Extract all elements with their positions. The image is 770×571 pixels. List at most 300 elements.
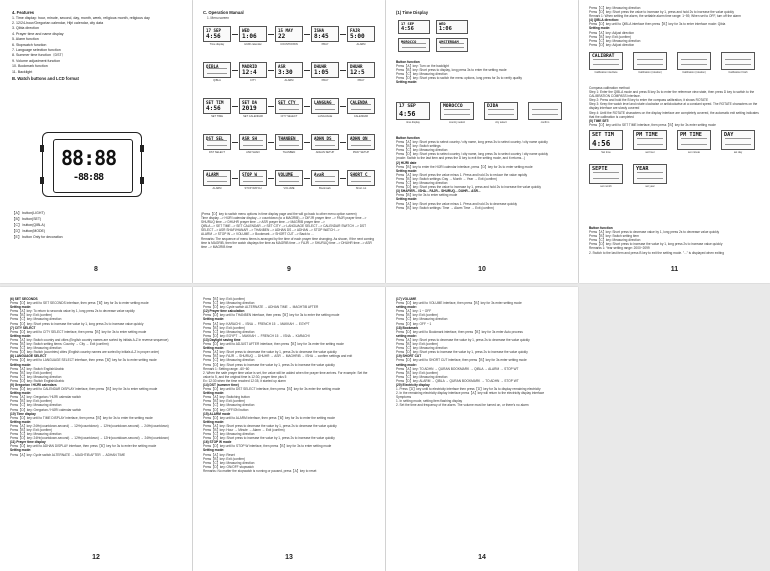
lcd-caption: PRAY SETUP	[352, 151, 370, 154]
instruction-line: Setting mode:	[10, 448, 32, 453]
lcd-top-text: 15 MAY	[278, 28, 294, 33]
instruction-line: Remarks: No matter the stopwatch is running or paused, press【A】key to reset	[203, 468, 317, 473]
instruction-line: Press【A】key: 1 ~ OFF	[396, 309, 432, 314]
instruction-line: Press【B】key: Exit (confirm)	[10, 399, 53, 404]
lcd-top-text: SET DA	[242, 100, 258, 105]
instruction-line: Press【D】key: Short press to increase the value by 1, press 2s to increase the value quickly	[203, 436, 335, 441]
lcd-indicator-bar	[279, 140, 299, 146]
menu-note-line: Remarks: The sequence of menu items is arranged by the time of each prayer time changing. As shown, if the next coming time is MAGRIB, then the watch displays the time as MAGRIB time --> FAJR --> SHURUQ time --> DHUHR time --> ASR time --> MAGRIB time	[201, 236, 375, 249]
instruction-line: Setting mode:	[203, 391, 225, 396]
instruction-line: Press【C】key: Measuring direction	[10, 346, 62, 351]
menu-sequence-notes	[201, 212, 377, 249]
instruction-line: Press【D】key until to ADHAN DISPLAY interface, then press【B】key for 3s to enter the setting mode	[10, 444, 157, 449]
lcd-indicator-bar	[315, 104, 335, 110]
lcd-top-text: ADHN DS	[314, 136, 332, 141]
instruction-line: Press【D】key: Switch English/Arabic	[10, 378, 65, 383]
instruction-line: (13) Daylight saving time	[203, 337, 241, 342]
menu-screen-grid	[203, 26, 377, 206]
instruction-line: Press【B】key: Switch settings	[396, 144, 441, 149]
watch-buttons-title: B. Watch buttons and LCD format	[12, 75, 79, 81]
instruction-line: Setting mode:	[10, 362, 32, 367]
feature-item: 7. Language selection function	[12, 47, 61, 52]
lcd-screen	[347, 26, 375, 42]
instruction-line: Setting mode:	[203, 448, 225, 453]
lcd-caption: set year	[645, 185, 655, 188]
instruction-line: Press【D】key: Short press to increase the value by 1, long press 2s to increase value quickly	[589, 242, 723, 247]
lcd-screen	[239, 170, 267, 186]
manual-page-14	[386, 287, 578, 571]
instruction-line: 2. Set the time and frequency of the alarm. The volume must be turned on, or there's no alarm	[396, 403, 529, 408]
lcd-main-text: 1:06	[242, 33, 257, 40]
lcd-caption: Calibration (rotation)	[682, 71, 706, 74]
lcd-indicator-bar	[315, 176, 335, 182]
lcd-screen	[347, 62, 375, 78]
lcd-top-text: SEPTE	[592, 166, 608, 172]
lcd-main-text: 4:56	[399, 110, 416, 118]
lcd-top-text: SET TIM	[206, 100, 224, 105]
lcd-caption: HIJRI calendar	[244, 43, 262, 46]
lcd-screen	[347, 134, 375, 150]
instruction-line: Remark 1: When setting the alarm, the settable alarm time range: 1~59, When set to OFF, turn off the alarm	[589, 14, 741, 19]
instruction-line: (16) STOP W mode	[203, 440, 232, 445]
hijri-and-prayer-settings	[396, 136, 568, 210]
instruction-line: (14) DST (summer time)	[203, 382, 239, 387]
lcd-top-text: PM TIME	[680, 132, 702, 138]
instruction-line: Press【D】key until to SHORT CUT interface, then press【B】key for 3s enter setting mode	[396, 358, 527, 363]
lcd-caption: Calibration finish	[728, 71, 748, 74]
city-select-flow	[396, 102, 568, 132]
flow-arrow	[340, 142, 346, 143]
lcd-screen	[275, 170, 303, 186]
instruction-line: Press【D】key until to VOLUME interface, then press【B】key for 3s enter setting mode	[396, 301, 522, 306]
lcd-indicator-bar	[243, 140, 263, 146]
lcd-caption: CALENDAR	[353, 115, 369, 118]
compass-calibration-flow	[589, 52, 763, 82]
instruction-line: Setting mode:	[10, 419, 32, 424]
lcd-caption: QIBLA	[213, 79, 221, 82]
instruction-line: Press【A】key: Short press to decrease value by 1, long press 2s to decrease value quickly	[589, 230, 720, 235]
feature-item: 6. Stopwatch function	[12, 42, 47, 47]
instruction-line: setting mode:	[396, 362, 417, 367]
instruction-line: Press【A】key: Cycle switch ALTERNATE → MAGHTIB AFTER → ADHAN TIME	[10, 452, 126, 457]
instruction-line: Press【D】key until to DST SELECT interface, then press【B】key for 3s enter the setting mode	[203, 387, 341, 392]
lcd-caption: SET CALENDAR	[243, 115, 263, 118]
lcd-screen	[275, 134, 303, 150]
lcd-top-text: MOROCCO	[401, 40, 417, 44]
instruction-line: Press【A】key: Short press to decrease the value by 1, press 2s to decrease the value quickly	[203, 350, 337, 355]
lcd-top-text: ADHN ON	[350, 136, 368, 141]
instruction-line: Press【B】key: Exit (confirm)	[203, 456, 246, 461]
flow-arrow	[304, 34, 310, 35]
page-number: 13	[285, 554, 293, 561]
watch-lcd-diagram	[42, 132, 142, 197]
page-number: 9	[287, 266, 291, 273]
lcd-top-text: STOP W	[242, 172, 258, 177]
instruction-line: 1. Press【D】key until to electricity interface then press【D】key for 3s to display remaining electricity	[396, 387, 541, 392]
instruction-line: Press【C】key: Measuring direction	[10, 317, 62, 322]
lcd-main-text: 3:30	[278, 69, 293, 76]
manual-page-13	[193, 287, 385, 571]
instruction-line: Button function	[396, 136, 420, 140]
lcd-indicator-bar	[207, 140, 227, 146]
lcd-top-text: MOROCCO	[443, 104, 463, 109]
lcd-main-text: 4:56	[401, 26, 414, 32]
lcd-top-text: THANBEN	[278, 136, 296, 141]
lcd-top-text: FAJR	[350, 28, 361, 33]
lcd-indicator-bar	[637, 59, 663, 66]
lcd-top-text: DAY	[724, 132, 734, 138]
flow-arrow	[304, 70, 310, 71]
lcd-screen	[311, 170, 339, 186]
instruction-line: Press【D】key: OFF ~ 1	[396, 321, 432, 326]
lcd-caption: set day	[733, 151, 743, 154]
lcd-indicator-bar	[402, 43, 426, 49]
instruction-line: (18) Bookmark	[396, 325, 419, 330]
lcd-indicator-bar	[637, 172, 663, 179]
features-list	[12, 16, 182, 75]
instruction-line: Press【D】key: Short press to increase the value by 1, press 2s to increase the value quickly	[396, 350, 528, 355]
manual-page-9	[193, 0, 385, 283]
instruction-line: Press【D】key until to ADJUST AFTER interface, then press【B】key for 3s enter the setting mode	[203, 342, 344, 347]
button-c-icon	[140, 145, 144, 152]
time-set-buttons	[589, 226, 761, 255]
lcd-main-text: 22	[278, 33, 286, 40]
flow-arrow	[340, 34, 346, 35]
lcd-top-text: QIBLA	[206, 64, 219, 69]
lcd-caption: CITY	[250, 79, 256, 82]
lcd-indicator-bar	[681, 138, 707, 145]
instruction-line: Press【B】key: Exit (confirm)	[10, 428, 53, 432]
feature-item: 4. Prayer time and name display	[12, 31, 64, 36]
lcd-caption: Short cut	[355, 187, 367, 190]
instruction-line: Press【D】key until to ALARM interface, then press【B】key for 3s to enter the setting mode	[203, 415, 335, 420]
feature-item: 2. 12/24-hour/Gregorian calendar, Hijri calendar, city data	[12, 20, 104, 25]
lcd-top-text: PM TIME	[636, 132, 658, 138]
lcd-indicator-bar	[488, 109, 514, 116]
instruction-line: (11) Prayer time display	[10, 440, 46, 445]
instruction-line: Setting mode:	[10, 333, 32, 338]
instruction-line: Press【C】key: Measuring direction	[10, 403, 62, 408]
flow-arrow	[268, 34, 274, 35]
instruction-line: (19) SHORT CUT	[396, 354, 422, 359]
lcd-top-text: CALENDA	[350, 100, 368, 105]
instruction-line: setting mode:	[396, 333, 417, 338]
lcd-screen	[398, 20, 430, 34]
flow-arrow	[340, 106, 346, 107]
lcd-caption: Bookmark	[319, 187, 331, 190]
instruction-line: Press【A】key: Switch country and cities (English country names are sorted by initials A-Z in reverse sequence)	[10, 337, 169, 342]
lcd-top-text: DHUHR	[350, 64, 363, 69]
instruction-line: Press【D】key until to CALENDAR DISPLAY interface, then press【B】key for 3s to enter setting mode	[10, 387, 158, 392]
flow-arrow	[232, 34, 238, 35]
lcd-screen	[484, 102, 518, 120]
lcd-screen	[528, 102, 562, 120]
feature-item: 5. Alarm function	[12, 37, 39, 42]
lcd-caption: time display	[406, 121, 420, 124]
instruction-line: Press【D】key: Short press the value to increase by 1, press and hold 2s to increase the value quickly	[589, 10, 734, 15]
flow-arrow	[304, 178, 310, 179]
lcd-top-text: CALIBRAT	[592, 54, 615, 59]
instruction-line: Press【A】key: Short press the value minus 1. Press and hold 2s to reduce the value rapidly	[396, 172, 528, 177]
instruction-line: 2. Switch to the last item and press B key to exit the setting mode. "..." is displayed when exiting	[589, 250, 724, 255]
instruction-line: Press【D】key: Short press to switch the menu options, long press for 3s to verify quality	[396, 76, 522, 81]
lcd-caption: PRAY	[321, 79, 329, 82]
lcd-top-text: ASR SH	[242, 136, 258, 141]
menu-note-line: (Press【D】key to switch menu options in time display page and the will go back to other menu option screen)	[201, 212, 357, 216]
instruction-line: Press【C】key: Measuring direction	[589, 38, 641, 43]
instruction-line: Symptoms	[396, 395, 412, 400]
lcd-top-text: 17 SEP	[206, 28, 222, 33]
page-number: 8	[94, 266, 98, 273]
instruction-line: Press【A】key: Switching button	[203, 395, 250, 400]
instruction-line: (15) ALARM mode	[203, 411, 231, 416]
manual-page-8	[0, 0, 192, 283]
instruction-line: Press【B】key: Exit (confirm)	[203, 325, 246, 330]
instruction-line: Press【B】key to enter the HIJRI calendar interface, press【D】key for 3s to enter setting mode	[396, 164, 533, 169]
lcd-screen	[589, 52, 623, 70]
instruction-line: Setting mode:	[203, 346, 225, 351]
lcd-caption: ALARM	[212, 187, 222, 190]
lcd-screen	[311, 62, 339, 78]
instruction-line: Press【A】key: Short press to decrease the value by 1, press 2s to decrease the value quickly	[203, 423, 337, 428]
lcd-indicator-bar	[440, 43, 464, 49]
instruction-line: Press【B】key: Exit (confirm)	[396, 313, 439, 318]
flow-arrow	[304, 142, 310, 143]
lcd-screen	[398, 38, 430, 52]
lcd-main-text: 4:56	[206, 105, 221, 112]
instruction-line: Press【C】key: Measuring direction	[396, 181, 448, 186]
instruction-line: Press【D】key until to CITY SELECT interface, then press【B】key for 3s to enter setting mode	[10, 329, 147, 334]
lcd-main-text: 4:56	[592, 139, 611, 148]
instruction-line: Press【A】key: Adjust direction	[589, 30, 634, 35]
lcd-indicator-bar	[725, 138, 751, 145]
instruction-line: Press【D】key: Cycle switch ALTERNATE → ADHAN TIME → MAGHTIB AFTER	[203, 305, 319, 310]
instruction-line: Press【D】key: ALARM → QIBLA → QURAN BOOKMARK → TO ADHN → STOP WT	[396, 378, 519, 383]
lcd-top-text: DJDA	[487, 104, 499, 109]
lcd-caption: VOLUME	[283, 187, 295, 190]
instruction-line: Press【D】key until to LANGUAGE SELECT interface, then press【B】key for 3s to enter setting mode	[10, 358, 157, 363]
lcd-caption: SET TIME	[211, 115, 223, 118]
instruction-line: Setting mode:	[203, 419, 225, 424]
page-number: 10	[478, 266, 486, 273]
button-legend-item: 【B】 button(SET)	[12, 217, 42, 221]
lcd-indicator-bar	[207, 68, 227, 74]
instruction-line: Press【C】key: Measuring direction	[589, 6, 641, 10]
instruction-line: (4) QIBLA direction:	[589, 18, 619, 23]
lcd-main-text: 5:00	[350, 33, 365, 40]
lcd-caption: set minute	[688, 151, 700, 154]
instruction-line: Press【D】key: EGYPT → MAKKAH → FRENCH 15 → ISNA → KARACHI	[203, 333, 310, 338]
lcd-caption: ALARM	[284, 79, 294, 82]
instruction-line: Ex: 12:30 when the time reached 12:35, it started up alarm	[203, 378, 286, 383]
flow-arrow	[340, 70, 346, 71]
instruction-line: Setting mode:	[396, 168, 418, 173]
instruction-line: Press【D】key: ON/OFF stopwatch	[203, 464, 254, 469]
settings-text-11-16	[203, 297, 375, 473]
menu-screen-subtitle: 1. Menu screen	[207, 15, 229, 20]
lcd-top-text: YEAR	[636, 166, 649, 172]
instruction-line: Press【D】key: 24Hr(countdown-second) → 12Hr(countdown) → 12Hr(countdown-second) → 24Hr(countdown)	[10, 436, 169, 441]
instruction-line: Press【B】key: Exit (confirm)	[10, 370, 53, 375]
lcd-secondary-digits: -88:88	[73, 172, 104, 183]
instruction-line: Setting mode:	[10, 305, 32, 310]
instruction-line: (8) LANGUAGE SELECT	[10, 354, 47, 359]
lcd-top-text: WED	[439, 22, 446, 26]
instruction-line: (5) TIME SET:	[589, 118, 610, 123]
lcd-caption: confirm	[540, 121, 550, 124]
instruction-line: 2. In the remaining electricity display interface press【A】key will return to the electricity display interface	[396, 391, 545, 396]
lcd-screen	[203, 98, 231, 114]
instruction-line: Press【C】key: Measuring direction	[10, 432, 62, 437]
instruction-line: Compass calibration method:	[589, 86, 631, 90]
instruction-line: Press【D】key until to Bookmark interface, then press【B】key for 3s enter Auto process	[396, 329, 523, 334]
instruction-line: Press【C】key: Measuring direction	[203, 329, 255, 334]
lcd-caption: PRAY	[321, 43, 329, 46]
instruction-line: Press【A】key: Turn on the backlight	[396, 64, 449, 69]
lcd-screen	[633, 130, 667, 150]
menu-note-line: ALARM --> STOP W --> VOLUME --> Bookmark --> SHORT CUT --> Back to ...	[201, 232, 314, 237]
button-legend-item: 【D】 button(MODE)	[12, 229, 46, 233]
button-list	[12, 210, 182, 240]
feature-item: 8. Summer time function（DST）	[12, 53, 66, 58]
instruction-line: Press【B】key: Switch setting item	[589, 234, 639, 239]
lcd-main-text: 1:05	[314, 69, 329, 76]
instruction-line: Press【A】key: Short press to decrease the value by 1, press 2s to decrease the value quickly	[396, 337, 530, 342]
lcd-screen	[311, 26, 339, 42]
instruction-line: Press【A】key: Short press the value minus 1. Press and hold 2s to decrease quickly	[396, 201, 518, 206]
lcd-screen	[721, 52, 755, 70]
instruction-line: Press【B】key: Switch setting items: Country → City → Exit (confirm)	[10, 342, 109, 347]
instruction-line: Setting mode:	[203, 317, 225, 322]
lcd-screen	[239, 134, 267, 150]
lcd-screen	[203, 26, 231, 42]
time-set-flow	[589, 130, 763, 200]
qibla-settings	[589, 6, 761, 47]
lcd-caption: ASR SHAFI	[246, 151, 260, 154]
instruction-line: Setting mode:	[396, 80, 418, 85]
lcd-caption: THANBEN	[282, 151, 296, 154]
lcd-caption: DST SELECT	[209, 151, 225, 154]
lcd-caption: city select	[495, 121, 507, 124]
lcd-screen	[721, 130, 755, 150]
instruction-line: (3) SHAFIER... ISHA... FAJR... SHURUQ... DUHR... ASR...	[396, 189, 481, 194]
lcd-screen	[239, 98, 267, 114]
lcd-indicator-bar	[532, 109, 558, 116]
menu-note-line: QIBLA --> SET TIME --> SET CALENDAR --> SET CITY --> LANGUAGE SELECT --> CALENDAR SWITCH --> DST SELECT --> ASR SHAFI/HANAFI --> THANBEN --> ADHAN DS --> ADHAN --> STOP WATCH -->	[201, 224, 367, 233]
lcd-caption: STOP WATCH	[244, 187, 262, 190]
lcd-top-text: LANGUAG	[314, 100, 332, 105]
instruction-line: Press【D】key until to TIME DISPLAY interface, then press【B】key for 3s to enter the setting mode	[10, 415, 153, 420]
flow-arrow	[268, 178, 274, 179]
lcd-caption: Calibration (rotation)	[638, 71, 662, 74]
lcd-screen	[203, 170, 231, 186]
lcd-screen	[311, 134, 339, 150]
lcd-screen	[677, 52, 711, 70]
settings-text-6-11	[10, 297, 182, 457]
page-number: 14	[478, 554, 486, 561]
instruction-line: Press【B】key for 3s to enter setting mode	[396, 193, 458, 198]
lcd-top-text: ISHA	[314, 28, 325, 33]
lcd-top-text: 17 SEP	[399, 104, 416, 109]
button-d-icon	[140, 177, 144, 184]
instruction-line: Press【D】key until to SET TIME interface, then press【B】key for 3s enter setting mode	[589, 122, 716, 127]
instruction-line: Remark 1: Setting range: -60~60	[203, 366, 250, 371]
operation-manual-title: C. Operation Manual	[203, 10, 244, 15]
lcd-top-text: AyaR	[314, 172, 325, 177]
lcd-screen	[440, 102, 474, 120]
lcd-indicator-bar	[444, 109, 470, 116]
lcd-top-text: DHUHR	[314, 64, 327, 69]
lcd-screen	[436, 20, 468, 34]
instruction-line: Press【B】key: Hour → Minute → Alarm → Exit (confirm)	[203, 428, 285, 432]
instruction-line: Press【A】key: To return to seconds value by 1, long press 2s to decrease value rapidly	[10, 309, 135, 314]
time-display-button-list	[396, 64, 568, 84]
instruction-line: (12) Prayer time calculation	[203, 309, 245, 314]
instruction-line: (mode: Switch to the last item and press the D key to exit the setting mode, and it returns...)	[396, 156, 525, 161]
lcd-screen	[396, 102, 430, 120]
lcd-top-text: ASR	[278, 64, 286, 69]
lcd-indicator-bar	[593, 59, 619, 66]
feature-item: 3. Qibla direction	[12, 26, 39, 31]
instruction-line: Press【B】key: Exit (confirm)	[203, 399, 246, 404]
instruction-line: Press【D】key until to THANBEN interface, then press【B】key for 3s to enter the setting mode	[203, 313, 340, 318]
instruction-line: Press【B】key: FAJR → SHURUQ → DHUHR → ASR → MAGHRIB → ISHA → confirm settings and exit	[203, 354, 353, 359]
instruction-line: (6) SET SECONDS	[10, 297, 38, 301]
lcd-top-text: SET CTY	[278, 100, 296, 105]
lcd-screen	[275, 98, 303, 114]
lcd-screen	[347, 170, 375, 186]
lcd-main-text: 4:56	[206, 33, 221, 40]
lcd-top-text: AMSTERDAM	[439, 40, 459, 44]
lcd-screen	[589, 164, 623, 184]
button-legend-item: 【A】 button(LIGHT)	[12, 211, 45, 215]
lcd-indicator-bar	[725, 59, 751, 66]
instruction-line: Press【C】key: Measuring direction	[203, 432, 255, 437]
instruction-line: (17) VOLUME	[396, 297, 417, 301]
instruction-line: Press【B】key: Exit (confirm)	[10, 313, 53, 318]
instruction-line: Button function	[589, 226, 613, 230]
instruction-line: (2) HIJRI date	[396, 160, 417, 165]
instruction-line: Press【A】key: Short press to select country / city name, long press 3s to select country / city name quickly	[396, 140, 548, 145]
lcd-screen	[347, 98, 375, 114]
lcd-caption: Time display	[209, 43, 225, 46]
lcd-indicator-bar	[243, 176, 263, 182]
instruction-line: Setting mode:	[10, 391, 32, 396]
instruction-line: setting mode:	[396, 305, 417, 310]
lcd-caption: set hour	[645, 151, 655, 154]
lcd-main-digits: 88:88	[61, 146, 117, 170]
lcd-indicator-bar	[279, 104, 299, 110]
lcd-screen	[589, 130, 623, 150]
feature-item: 1. Time display: hour, minute, second, day, month, week, religious month, religious day	[12, 15, 150, 20]
instruction-line: Press【B】key: Exit (confirm)	[396, 342, 439, 347]
instruction-line: Press【D】key until to STOP W interface, then press【B】key for 3s to enter setting mode	[203, 444, 332, 449]
lcd-indicator-bar	[637, 138, 663, 145]
instruction-line: Press【B】key: Short press to display, long press 3s to enter the setting mode	[396, 68, 507, 73]
instruction-line: Press【D】key until to SET SECONDS interface, then press【B】key for 3s to enter setting mode	[10, 301, 149, 306]
lcd-indicator-bar	[593, 172, 619, 179]
instruction-line: (9) Gregorian / HIJRI calendars	[10, 382, 57, 387]
lcd-indicator-bar	[315, 140, 335, 146]
lcd-caption: CITY SELECT	[280, 115, 298, 118]
lcd-screen	[633, 52, 667, 70]
manual-page-10	[386, 0, 578, 283]
lcd-top-text: WED	[242, 28, 250, 33]
lcd-top-text: SET TIM	[592, 132, 614, 138]
calibration-method	[589, 86, 761, 127]
instruction-line: Step 3: Keep the watch level and rotate clockwise or anticlockwise at a constant speed. The ROTATE characters on the display interface are slowly covered	[589, 102, 758, 111]
instruction-line: Press【A】key: Switch English/Arabic	[10, 366, 65, 371]
